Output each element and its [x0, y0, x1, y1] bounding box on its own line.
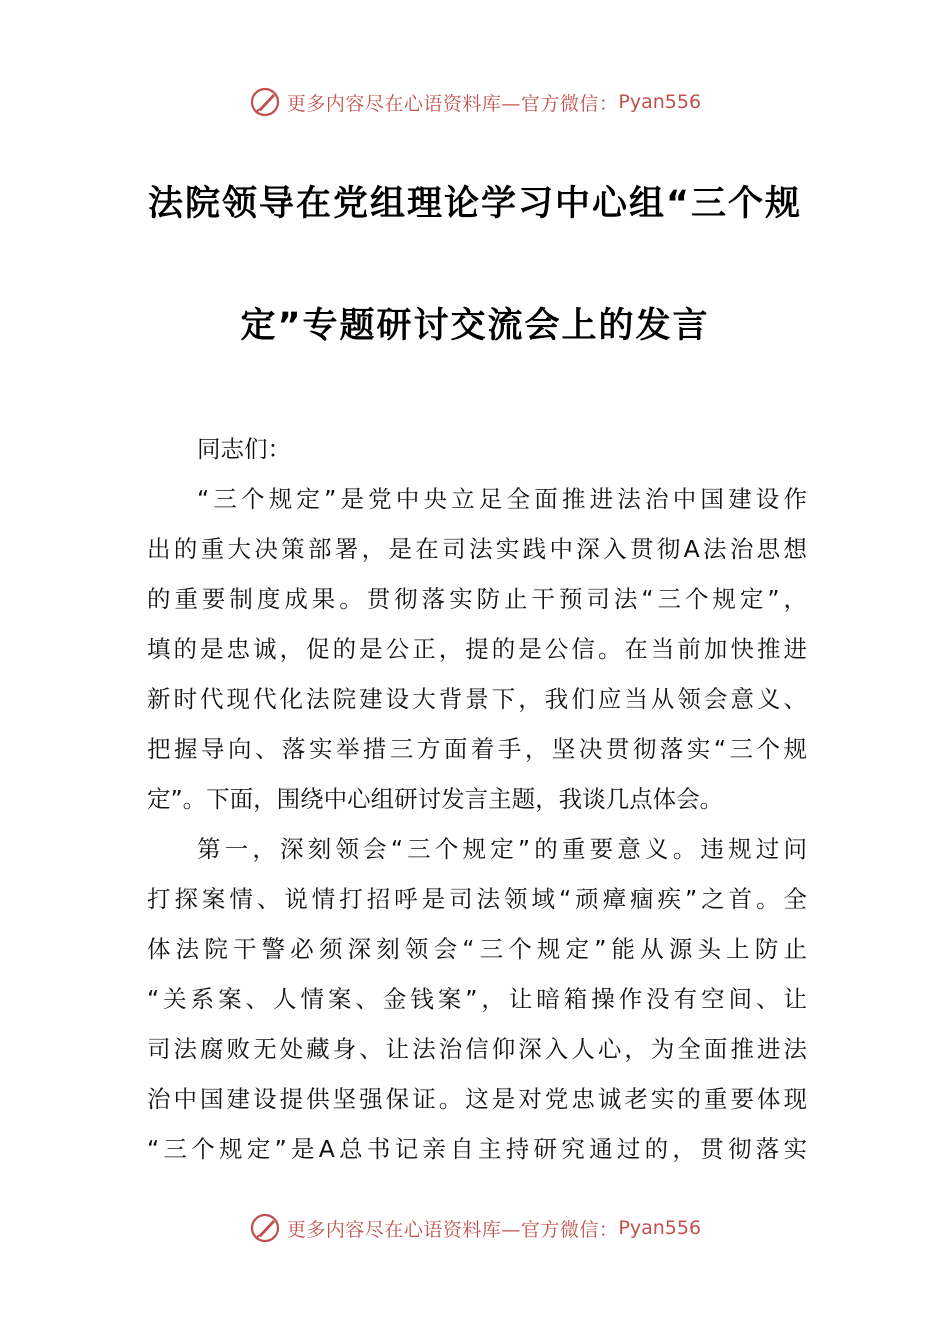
document-title-line-2: 定”专题研讨交流会上的发言	[240, 306, 710, 346]
watermark-footer	[0, 1208, 950, 1248]
body-line: 的重要制度成果。贯彻落实防止干预司法“三个规定”，	[147, 585, 807, 613]
body-line: “三个规定”是党中央立足全面推进法治中国建设作	[197, 485, 807, 513]
body-line: 司法腐败无处藏身、让法治信仰深入人心，为全面推进法	[147, 1035, 807, 1063]
salutation: 同志们：	[197, 435, 291, 463]
body-line: 打探案情、说情打招呼是司法领域“顽瘴痼疾”之首。全	[147, 885, 807, 913]
body-line: “三个规定”是A总书记亲自主持研究通过的，贯彻落实	[147, 1135, 807, 1163]
watermark-header	[0, 82, 950, 122]
body-line: 出的重大决策部署，是在司法实践中深入贯彻A法治思想	[147, 535, 807, 563]
body-line: 体法院干警必须深刻领会“三个规定”能从源头上防止	[147, 935, 807, 963]
quill-logo-icon	[249, 1212, 281, 1244]
body-line: 新时代现代化法院建设大背景下，我们应当从领会意义、	[147, 685, 807, 713]
watermark-handle: Pyan556	[618, 1217, 702, 1239]
body-line: 治中国建设提供坚强保证。这是对党忠诚老实的重要体现	[147, 1085, 807, 1113]
body-line: 填的是忠诚，促的是公正，提的是公信。在当前加快推进	[147, 635, 807, 663]
document-title-line-1: 法院领导在党组理论学习中心组“三个规	[147, 184, 802, 224]
watermark-text: 更多内容尽在心语资料库—官方微信：	[286, 1218, 619, 1241]
watermark-handle: Pyan556	[618, 91, 702, 113]
body-line: 把握导向、落实举措三方面着手，坚决贯彻落实“三个规	[147, 735, 807, 763]
quill-logo-icon	[249, 86, 281, 118]
body-line: 定”。下面，围绕中心组研讨发言主题，我谈几点体会。	[147, 785, 724, 813]
watermark-text: 更多内容尽在心语资料库—官方微信：	[286, 92, 619, 115]
body-line: “关系案、人情案、金钱案”，让暗箱操作没有空间、让	[147, 985, 807, 1013]
body-line: 第一，深刻领会“三个规定”的重要意义。违规过问	[197, 835, 807, 863]
